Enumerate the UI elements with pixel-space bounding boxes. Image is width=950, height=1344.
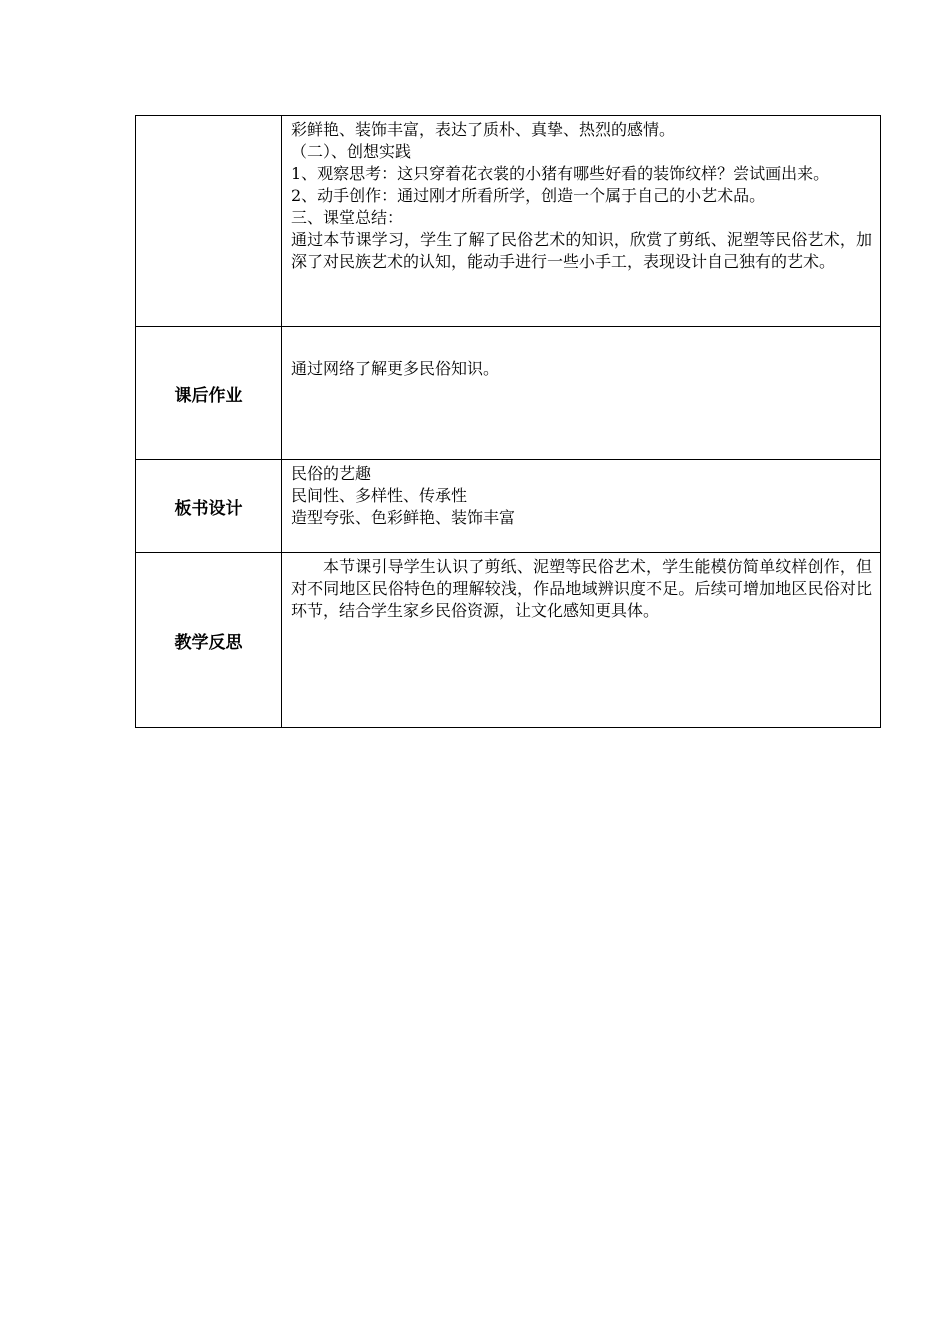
board-line: 民俗的艺趣 <box>291 464 372 483</box>
process-line: 1、观察思考：这只穿着花衣裳的小猪有哪些好看的装饰纹样？尝试画出来。 <box>291 164 830 183</box>
board-design-row <box>136 460 881 553</box>
process-line: 通过本节课学习，学生了解了民俗艺术的知识，欣赏了剪纸、泥塑等民俗艺术，加深了对民族艺术的认知，能动手进行一些小手工，表现设计自己独有的艺术。 <box>291 230 872 271</box>
reflection-row <box>136 553 881 728</box>
reflection-content <box>282 553 881 728</box>
lesson-plan-table <box>135 115 881 728</box>
process-line: （二）、创想实践 <box>291 142 412 161</box>
teaching-process-content <box>282 116 881 327</box>
board-design-label: 板书设计 <box>136 460 282 553</box>
reflection-label: 教学反思 <box>136 553 282 728</box>
board-line: 民间性、多样性、传承性 <box>291 486 468 505</box>
process-line: 彩鲜艳、装饰丰富，表达了质朴、真挚、热烈的感情。 <box>291 120 676 139</box>
homework-row <box>136 327 881 460</box>
process-line: 2、动手创作：通过刚才所看所学，创造一个属于自己的小艺术品。 <box>291 186 766 205</box>
board-design-content <box>282 460 881 553</box>
process-line: 三、课堂总结： <box>291 208 404 227</box>
board-line: 造型夸张、色彩鲜艳、装饰丰富 <box>291 508 516 527</box>
teaching-process-row <box>136 116 881 327</box>
reflection-text: 本节课引导学生认识了剪纸、泥塑等民俗艺术，学生能模仿简单纹样创作，但对不同地区民俗特色的理解较浅，作品地域辨识度不足。后续可增加地区民俗对比环节，结合学生家乡民俗资源，让文化感知更具体。 <box>291 557 872 620</box>
homework-content <box>282 327 881 460</box>
homework-label: 课后作业 <box>136 327 282 460</box>
homework-text: 通过网络了解更多民俗知识。 <box>291 359 500 378</box>
teaching-process-label-cell <box>136 116 282 327</box>
